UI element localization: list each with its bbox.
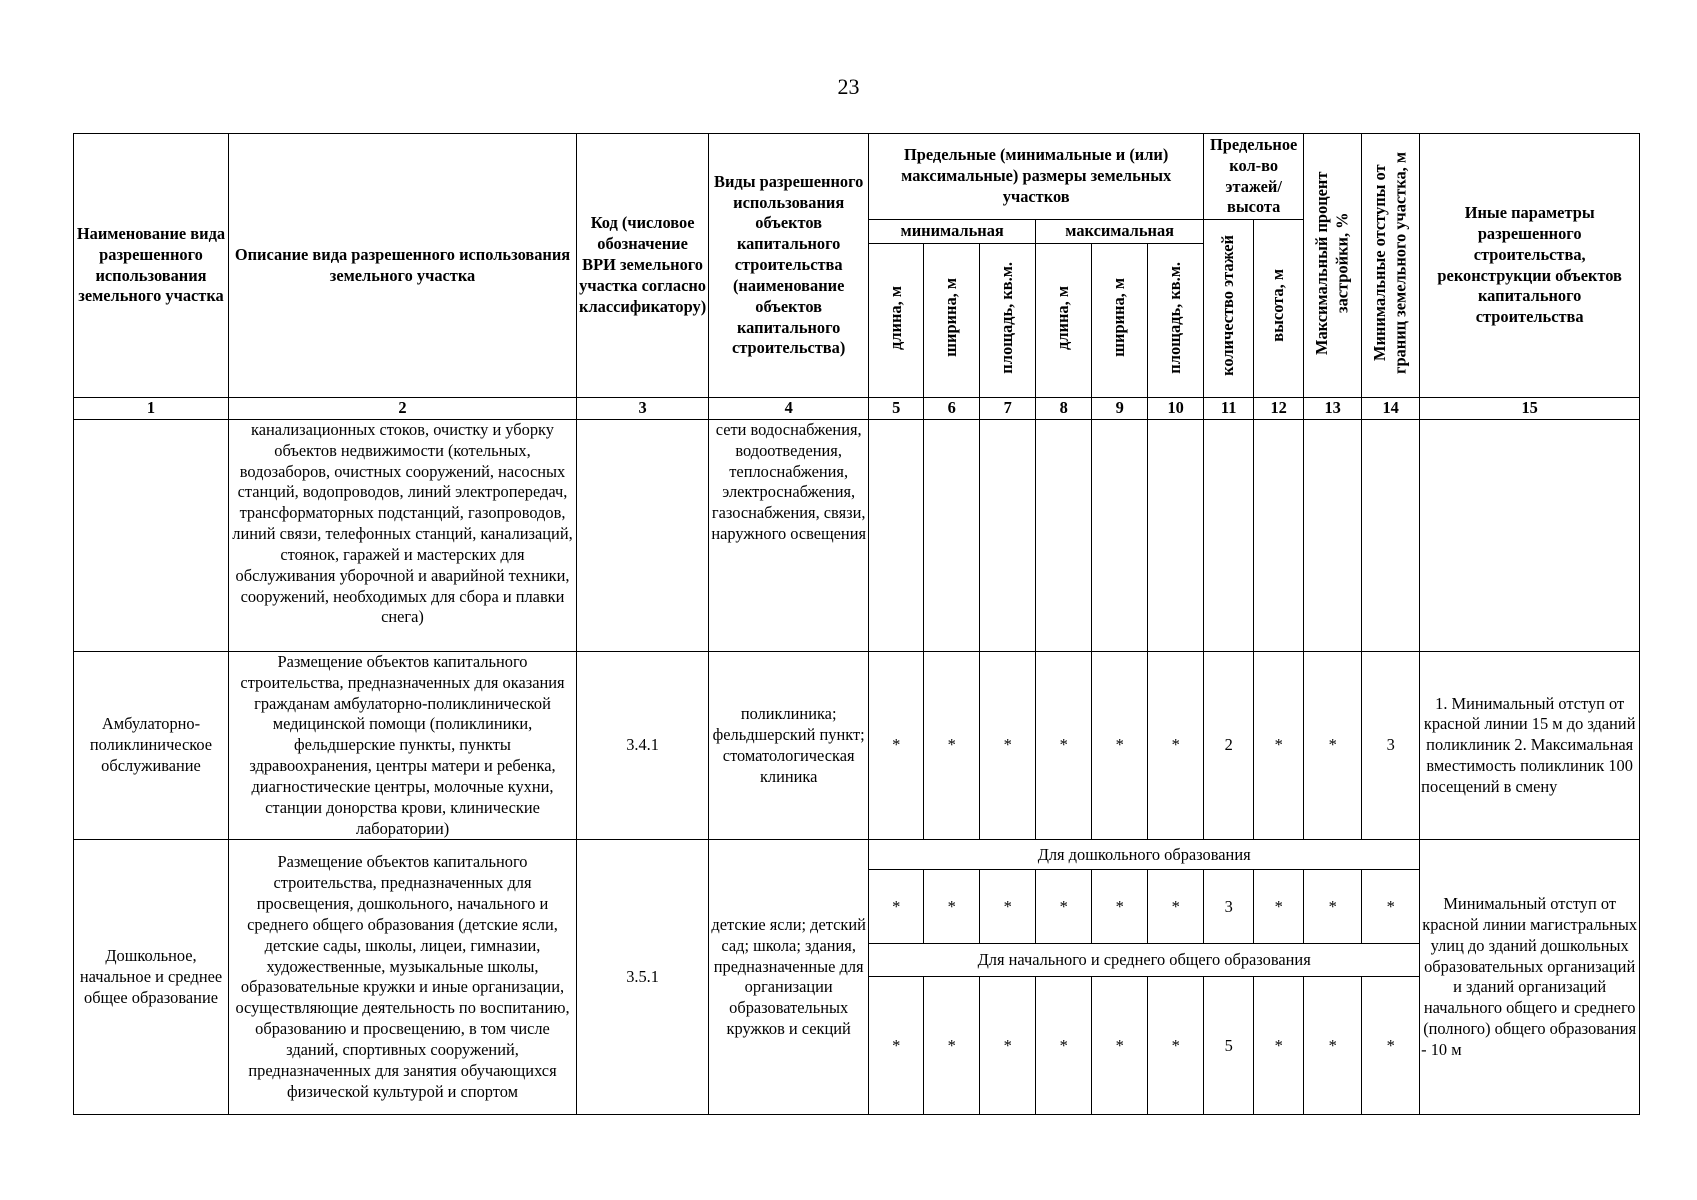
cell-value: *: [1254, 977, 1304, 1115]
header-min-area: площадь, кв.м.: [980, 244, 1036, 398]
header-other-params: Иные параметры разрешенного строительства, реконструкции объектов капитального строительства: [1420, 134, 1640, 398]
cell-value: *: [1036, 652, 1092, 840]
cell-code: 3.5.1: [577, 840, 709, 1115]
header-group-floors: Предельное кол-во этажей/ высота: [1204, 134, 1304, 220]
cell-value: *: [924, 870, 980, 944]
cell-value: *: [1092, 977, 1148, 1115]
cell-value: *: [869, 652, 924, 840]
col-number: 4: [709, 398, 869, 420]
header-min-setback: Минимальные отступы от границ земельного участка, м: [1362, 134, 1420, 398]
col-number: 2: [229, 398, 577, 420]
cell-value: [1304, 420, 1362, 652]
col-number: 7: [980, 398, 1036, 420]
cell-value: *: [1254, 870, 1304, 944]
header-max: максимальная: [1036, 220, 1204, 244]
cell-value: [1204, 420, 1254, 652]
column-numbers-row: [74, 398, 1640, 420]
header-min-width: ширина, м: [924, 244, 980, 398]
col-number: 13: [1304, 398, 1362, 420]
cell-description: канализационных стоков, очистку и уборку объектов недвижимости (котельных, водозаборов, очистных сооружений, насосных станций, водопроводов, линий электропередач, трансформаторных подстанций, газопроводов, линий связи, телефонных станций, канализаций, стоянок, гаражей и мастерских для обслуживания уборочной и аварийной техники, сооружений, необходимых для сбора и плавки снега): [229, 420, 577, 652]
header-group-sizes: Предельные (минимальные и (или) максимальные) размеры земельных участков: [869, 134, 1204, 220]
cell-value: *: [1092, 870, 1148, 944]
cell-description: Размещение объектов капитального строительства, предназначенных для оказания гражданам амбулаторно-поликлинической медицинской помощи (поликлиники, фельдшерские пункты, пункты здравоохранения, центры матери и ребенка, диагностические центры, молочные кухни, станции донорства крови, клинические лаборатории): [229, 652, 577, 840]
cell-value: [1148, 420, 1204, 652]
col-number: 8: [1036, 398, 1092, 420]
cell-value: *: [1148, 870, 1204, 944]
header-max-percent: Максимальный процент застройки, %: [1304, 134, 1362, 398]
col-number: 9: [1092, 398, 1148, 420]
cell-value: 2: [1204, 652, 1254, 840]
cell-value: [1362, 420, 1420, 652]
cell-value: *: [1148, 652, 1204, 840]
header-code: Код (числовое обозначение ВРИ земельного участка согласно классификатору): [577, 134, 709, 398]
col-number: 6: [924, 398, 980, 420]
regulations-table: [73, 133, 1640, 1115]
col-number: 10: [1148, 398, 1204, 420]
cell-value: *: [1362, 870, 1420, 944]
cell-value: *: [1304, 870, 1362, 944]
header-name: Наименование вида разрешенного использования земельного участка: [74, 134, 229, 398]
header-floors: количество этажей: [1204, 220, 1254, 398]
cell-value: *: [869, 870, 924, 944]
header-max-area: площадь, кв.м.: [1148, 244, 1204, 398]
header-description: Описание вида разрешенного использования земельного участка: [229, 134, 577, 398]
cell-name: [74, 420, 229, 652]
table-row: [74, 840, 1640, 870]
cell-other: [1420, 420, 1640, 652]
cell-value: *: [924, 652, 980, 840]
cell-value: *: [980, 977, 1036, 1115]
cell-code: 3.4.1: [577, 652, 709, 840]
cell-value: *: [869, 977, 924, 1115]
header-min-length: длина, м: [869, 244, 924, 398]
col-number: 12: [1254, 398, 1304, 420]
cell-value: *: [980, 652, 1036, 840]
cell-other: Минимальный отступ от красной линии магистральных улиц до зданий дошкольных образовательных организаций и зданий организаций начального общего и среднего (полного) общего образования - 10 м: [1420, 840, 1640, 1115]
cell-value: *: [1092, 652, 1148, 840]
cell-objects: поликлиника; фельдшерский пункт; стоматологическая клиника: [709, 652, 869, 840]
cell-value: [924, 420, 980, 652]
col-number: 3: [577, 398, 709, 420]
cell-value: *: [1036, 977, 1092, 1115]
cell-value: [1092, 420, 1148, 652]
cell-value: *: [1036, 870, 1092, 944]
cell-value: *: [1254, 652, 1304, 840]
cell-name: Дошкольное, начальное и среднее общее образование: [74, 840, 229, 1115]
cell-name: Амбулаторно-поликлиническое обслуживание: [74, 652, 229, 840]
cell-value: 3: [1362, 652, 1420, 840]
table-row: [74, 420, 1640, 652]
header-height: высота, м: [1254, 220, 1304, 398]
cell-value: 5: [1204, 977, 1254, 1115]
cell-value: *: [1304, 977, 1362, 1115]
cell-value: *: [1304, 652, 1362, 840]
cell-objects: детские ясли; детский сад; школа; здания, предназначенные для организации образовательных кружков и секций: [709, 840, 869, 1115]
cell-value: *: [924, 977, 980, 1115]
cell-other: 1. Минимальный отступ от красной линии 15 м до зданий поликлиник 2. Максимальная вместимость поликлиник 100 посещений в смену: [1420, 652, 1640, 840]
cell-value: [1036, 420, 1092, 652]
cell-value: 3: [1204, 870, 1254, 944]
cell-value: [1254, 420, 1304, 652]
table-row: [74, 652, 1640, 840]
cell-value: *: [1362, 977, 1420, 1115]
cell-value: *: [1148, 977, 1204, 1115]
cell-value: [980, 420, 1036, 652]
subsection-preschool: Для дошкольного образования: [869, 840, 1420, 870]
header-max-length: длина, м: [1036, 244, 1092, 398]
header-objects: Виды разрешенного использования объектов капитального строительства (наименование объектов капитального строительства): [709, 134, 869, 398]
col-number: 1: [74, 398, 229, 420]
cell-value: [869, 420, 924, 652]
page-number: 23: [837, 74, 860, 99]
col-number: 11: [1204, 398, 1254, 420]
cell-description: Размещение объектов капитального строительства, предназначенных для просвещения, дошкольного, начального и среднего общего образования (детские ясли, детские сады, школы, лицеи, гимназии, художественные, музыкальные школы, образовательные кружки и иные организации, осуществляющие деятельность по воспитанию, образованию и просвещению, в том числе зданий, спортивных сооружений, предназначенных для занятия обучающихся физической культурой и спортом: [229, 840, 577, 1115]
col-number: 14: [1362, 398, 1420, 420]
cell-code: [577, 420, 709, 652]
cell-value: *: [980, 870, 1036, 944]
subsection-general: Для начального и среднего общего образования: [869, 944, 1420, 977]
col-number: 5: [869, 398, 924, 420]
col-number: 15: [1420, 398, 1640, 420]
header-min: минимальная: [869, 220, 1036, 244]
cell-objects: сети водоснабжения, водоотведения, теплоснабжения, электроснабжения, газоснабжения, связи, наружного освещения: [709, 420, 869, 652]
header-max-width: ширина, м: [1092, 244, 1148, 398]
